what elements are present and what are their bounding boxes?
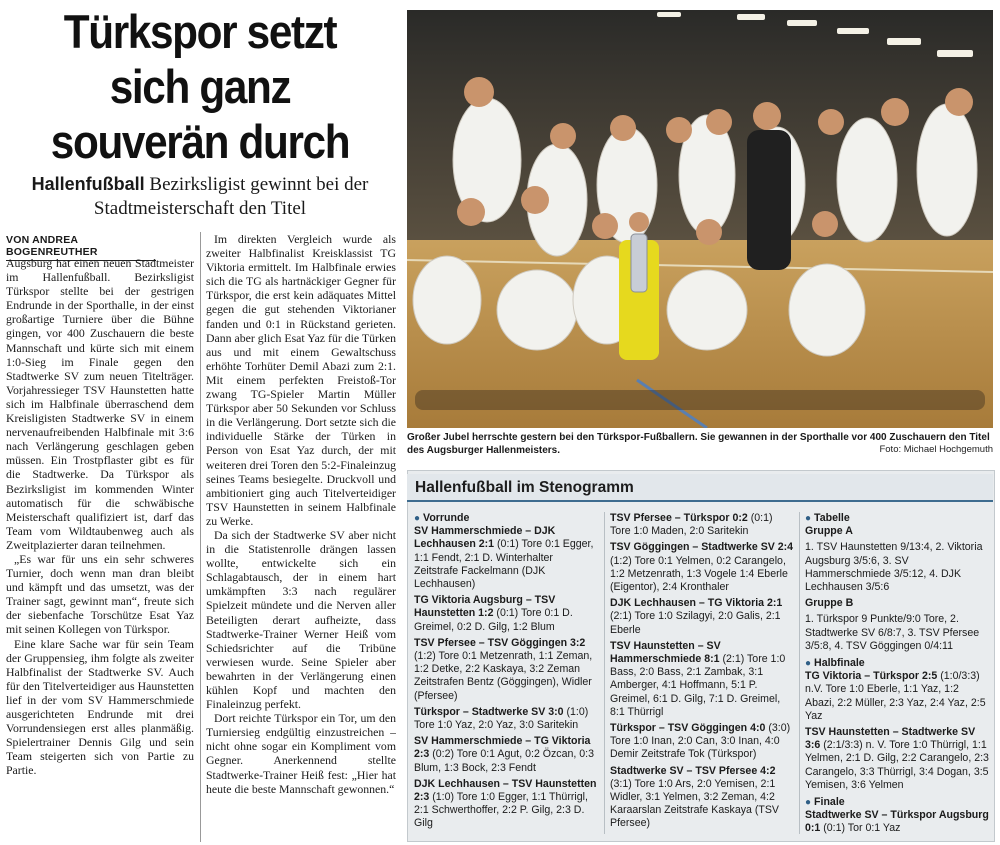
match-detail: (0:2) Tore 0:1 Agut, 0:2 Özcan, 0:3 Blum, 1:3 Bock, 2:3 Fendt <box>414 748 595 774</box>
stenogram-title: Hallenfußball im Stenogramm <box>407 474 993 502</box>
match-detail: (3:1) Tore 1:0 Ars, 2:0 Yemisen, 2:1 Widler, 3:1 Yelmen, 3:2 Zeman, 4:2 Karaarslan Zeitstrafe Kaskaya (TSV Pfersee) <box>610 777 779 830</box>
column-divider <box>200 232 201 842</box>
match-detail: (1:0) Tore 1:0 Egger, 1:1 Thürrigl, 2:1 Schwerthoffer, 2:2 P. Gilg, 2:3 D. Gilg <box>414 791 588 830</box>
match-result <box>610 640 795 719</box>
match-detail: (2:1/3:3) n. V. Tore 1:0 Thürrigl, 1:1 Yelmen, 2:1 D. Gilg, 2:2 Carangelo, 2:3 Carangelo, 3:3 Thürrigl, 3:4 Dogan, 3:5 Yemisen, 3:6 Yelmen <box>805 739 989 791</box>
column-divider <box>604 512 605 834</box>
bullet-icon: ● <box>414 513 421 524</box>
match-title: TSV Göggingen – Stadtwerke SV 2:4 <box>610 541 794 554</box>
match-detail: (1:2) Tore 0:1 Metzenrath, 1:1 Zeman, 1:2 Detke, 2:2 Kaskaya, 3:2 Zeman Zeitstrafen Bentz (Göggingen), Widler (Pfersee) <box>414 650 593 702</box>
paragraph: Augsburg hat einen neuen Stadtmeister im Hallenfußball. Bezirksligist Türkspor stellte bei der gestrigen Endrunde in der Sporthalle, in der einst großartige Turniere über die Bühne gingen, vor 400 Zuschauern die beste Mannschaft und kürte sich mit einem 1:0-Sieg im Finale gegen den Stadtwerke SV zum neuen Titelträger. Vorjahressieger TSV Haunstetten hatte sich im Halbfinale überraschend dem Kreisligisten Stadtwerke SV in einem nervenaufreibenden Halbfinale mit 3:6 nach Verlängerung geschlagen geben müssen. Ein Trostpflaster gibt es für die Stadtwerke. Da Türkspor als Bezirksligist im kommenden Winter automatisch für die schwäbische Meisterschaft qualifiziert ist, darf das Team vom Wildtaubenweg auch als Zweitplazierter daran teilnehmen. <box>6 256 194 552</box>
match-detail: 1. Türkspor 9 Punkte/9:0 Tore, 2. Stadtwerke SV 6/8:7, 3. TSV Pfersee 3/5:8, 4. TSV Göggingen 0/4:11 <box>805 613 980 652</box>
match-detail: (0:1) Tor 0:1 Yaz <box>820 822 901 835</box>
paragraph: Da sich der Stadtwerke SV aber nicht in die Statistenrolle drängen lassen wollte, entwickelte sich ein Schlagabtausch, der in einem hart umkämpften 3:3 nach regulärer Spielzeit mündete und die Nerven aller Beteiligten derart aufheizte, dass Stadtwerke-Trainer Werner Heiß vom Schiedsrichter auf die Tribüne verwiesen wurde. Seine Spieler aber bewahrten in der Verlängerung einen kühlen Kopf und machten den Finaleinzug perfekt. <box>206 527 396 712</box>
match-title: Stadtwerke SV – Türkspor Augsburg 0:1 <box>805 809 989 835</box>
match-detail: (0:1) Tore 0:1 Egger, 1:1 Fendt, 2:1 D. Winterhalter Zeitstrafe Fackelmann (DJK Lechhausen) <box>414 538 594 591</box>
match-title: TSV Haunstetten – SV Hammerschmiede 8:1 <box>610 639 721 666</box>
column-divider <box>799 512 800 834</box>
match-detail: (0:1) Tore 1:0 Maden, 2:0 Saritekin <box>610 512 773 538</box>
stenogram-section: ● Tabelle <box>805 512 850 524</box>
stenogram-column-3 <box>805 512 990 840</box>
paragraph: „Es war für uns ein sehr schweres Turnier, doch wenn man dran bleibt und kämpft und das umsetzt, was der Trainer sagt, gewinnt man“, freute sich der siebenfache Torschütze Esat Yaz mit seinen Kollegen von Türkspor. <box>6 551 194 637</box>
paragraph: Eine klare Sache war für sein Team der Gruppensieg, ihm folgte als zweiter Halbfinalist der Stadtwerke SV. Auch für den Titelverteidiger aus Haunstetten lief in der vom SV Hammerschmiede ausgerichteten Endrunde mit drei Vorrundensiegen erst alles planmäßig. Spielertrainer Dennis Gilg und sein Team steigerten sich von Partie zu Partie. <box>6 636 194 778</box>
match-detail: 1. TSV Haunstetten 9/13:4, 2. Viktoria Augsburg 3/5:6, 3. SV Hammerschmiede 3/5:12, 4. DJK Lechhausen 3/5:6 <box>805 541 983 594</box>
match-detail: (1:0/3:3) n.V. Tore 1:0 Eberle, 1:1 Yaz, 1:2 Abazi, 2:2 Müller, 2:3 Yaz, 2:4 Yaz, 2:5 Yaz <box>805 670 986 722</box>
match-result <box>805 541 990 594</box>
match-result <box>805 597 990 610</box>
photo-credit: Foto: Michael Hochgemuth <box>879 444 993 455</box>
match-result <box>414 525 600 591</box>
match-result <box>805 613 990 653</box>
match-title: Gruppe B <box>805 597 854 610</box>
stenogram-column-2 <box>610 512 795 840</box>
match-result <box>414 637 600 703</box>
stenogram-section: ● Halbfinale <box>805 657 865 670</box>
match-result <box>610 765 795 831</box>
match-title: SV Hammerschmiede – DJK Lechhausen 2:1 <box>414 525 556 551</box>
match-title: TG Viktoria Augsburg – TSV Haunstetten 1:2 <box>414 594 556 620</box>
paragraph: Dort reichte Türkspor ein Tor, um den Turniersieg endgültig einzustreichen – nicht ohne sogar ein Kompliment vom Gegner. Anerkennend stellte Stadtwerke-Trainer Heiß fest: „Hier hat heute die beste Mannschaft gewonnen.“ <box>206 711 396 796</box>
match-title: TSV Pfersee – TSV Göggingen 3:2 <box>414 636 586 649</box>
match-result <box>610 541 795 594</box>
match-title: DJK Lechhausen – TG Viktoria 2:1 <box>610 597 783 610</box>
match-detail: (1:0) Tore 1:0 Yaz, 2:0 Yaz, 3:0 Saritekin <box>414 705 589 732</box>
match-result <box>805 809 990 835</box>
match-result <box>805 525 990 538</box>
match-title: Türkspor – Stadtwerke SV 3:0 <box>414 705 564 718</box>
team-photo <box>407 10 993 428</box>
stenogram-section: ● Vorrunde <box>414 512 470 524</box>
match-title: TG Viktoria – Türkspor 2:5 <box>805 670 938 683</box>
match-title: Gruppe A <box>805 525 853 538</box>
article-column-1 <box>6 256 194 842</box>
headline: Türkspor setzt sich ganz souverän durch <box>50 5 350 168</box>
match-result <box>805 670 990 723</box>
match-result <box>414 778 600 831</box>
match-title: SV Hammerschmiede – TG Viktoria 2:3 <box>414 735 591 761</box>
match-title: Stadtwerke SV – TSV Pfersee 4:2 <box>610 764 776 777</box>
match-title: TSV Pfersee – Türkspor 0:2 <box>610 512 748 524</box>
match-detail: (0:1) Tore 0:1 D. Greimel, 0:2 D. Gilg, 1:2 Blum <box>414 607 573 633</box>
match-result <box>610 597 795 637</box>
article-column-2 <box>206 232 396 842</box>
kicker: Hallenfußball <box>31 174 145 194</box>
match-detail: (2:1) Tore 1:0 Bass, 2:0 Bass, 2:1 Zambak, 3:1 Amberger, 4:1 Hoffmann, 5:1 P. Greimel, 6:1 D. Gilg, 7:1 D. Greimel, 8:1 Thürrigl <box>610 653 786 718</box>
bullet-icon: ● <box>805 797 812 809</box>
paragraph: Im direkten Vergleich wurde als zweiter Halbfinalist Kreisklassist TG Viktoria ermittelt. Im Halbfinale erwies sich die TG als hartnäckiger Gegner für Türkspor, die erst kein adäquates Mittel gegen die gut stehenden Viktorianer fanden und 0:1 in Rückstand gerieten. Dann aber glich Esat Yaz für die Türken aus und mit einem Gewaltschuss erhöhte Torhüter Demil Abazi zum 2:1. Mit einem perfekten Freistoß-Tor zwang TG-Spieler Martin Müller Türkspor aber 50 Sekunden vor Schluss in die Verlängerung. Dort setzte sich die individuelle Stärke der Türken in Person von Esat Yaz durch, der mit weiteren drei Toren den 5:2-Finaleinzug seines Teams besiegelte. Druckvoll und ambitioniert ging auch Titelverteidiger TSV Haunstetten in seinem Halbfinale zu Werke. <box>206 232 396 528</box>
subheadline-text: Bezirksligist gewinnt bei der Stadtmeisterschaft den Titel <box>93 174 369 219</box>
match-detail: (3:0) Tore 1:0 Inan, 2:0 Can, 3:0 Inan, 4:0 Demir Zeitstrafe Tok (Türkspor) <box>610 722 791 761</box>
match-result <box>414 594 600 634</box>
byline: VON ANDREA BOGENREUTHER <box>6 234 156 261</box>
match-title: TSV Haunstetten – Stadtwerke SV 3:6 <box>805 726 976 752</box>
match-detail: (2:1) Tore 1:0 Szilagyi, 2:0 Galis, 2:1 Eberle <box>610 610 781 636</box>
match-result <box>610 512 795 538</box>
stenogram-section: ● Finale <box>805 796 845 809</box>
match-result <box>414 735 600 775</box>
match-result <box>610 722 795 762</box>
match-title: DJK Lechhausen – TSV Haunstetten 2:3 <box>414 777 597 804</box>
photo-caption: Großer Jubel herrschte gestern bei den Türkspor-Fußballern. Sie gewannen in der Sporthalle vor 400 Zuschauern den Titel des Augsburger Hallenmeisters. <box>407 432 990 456</box>
bullet-icon: ● <box>805 513 812 524</box>
match-detail: (1:2) Tore 0:1 Yelmen, 0:2 Carangelo, 1:2 Metzenrath, 1:3 Vogele 1:4 Eberle (Eigentor), 2:4 Kronthaler <box>610 554 788 594</box>
subheadline <box>4 172 396 221</box>
match-title: Türkspor – TSV Göggingen 4:0 <box>610 722 766 735</box>
match-result <box>805 726 990 792</box>
match-result <box>414 706 600 732</box>
bullet-icon: ● <box>805 658 812 670</box>
stenogram-column-1 <box>414 512 600 840</box>
